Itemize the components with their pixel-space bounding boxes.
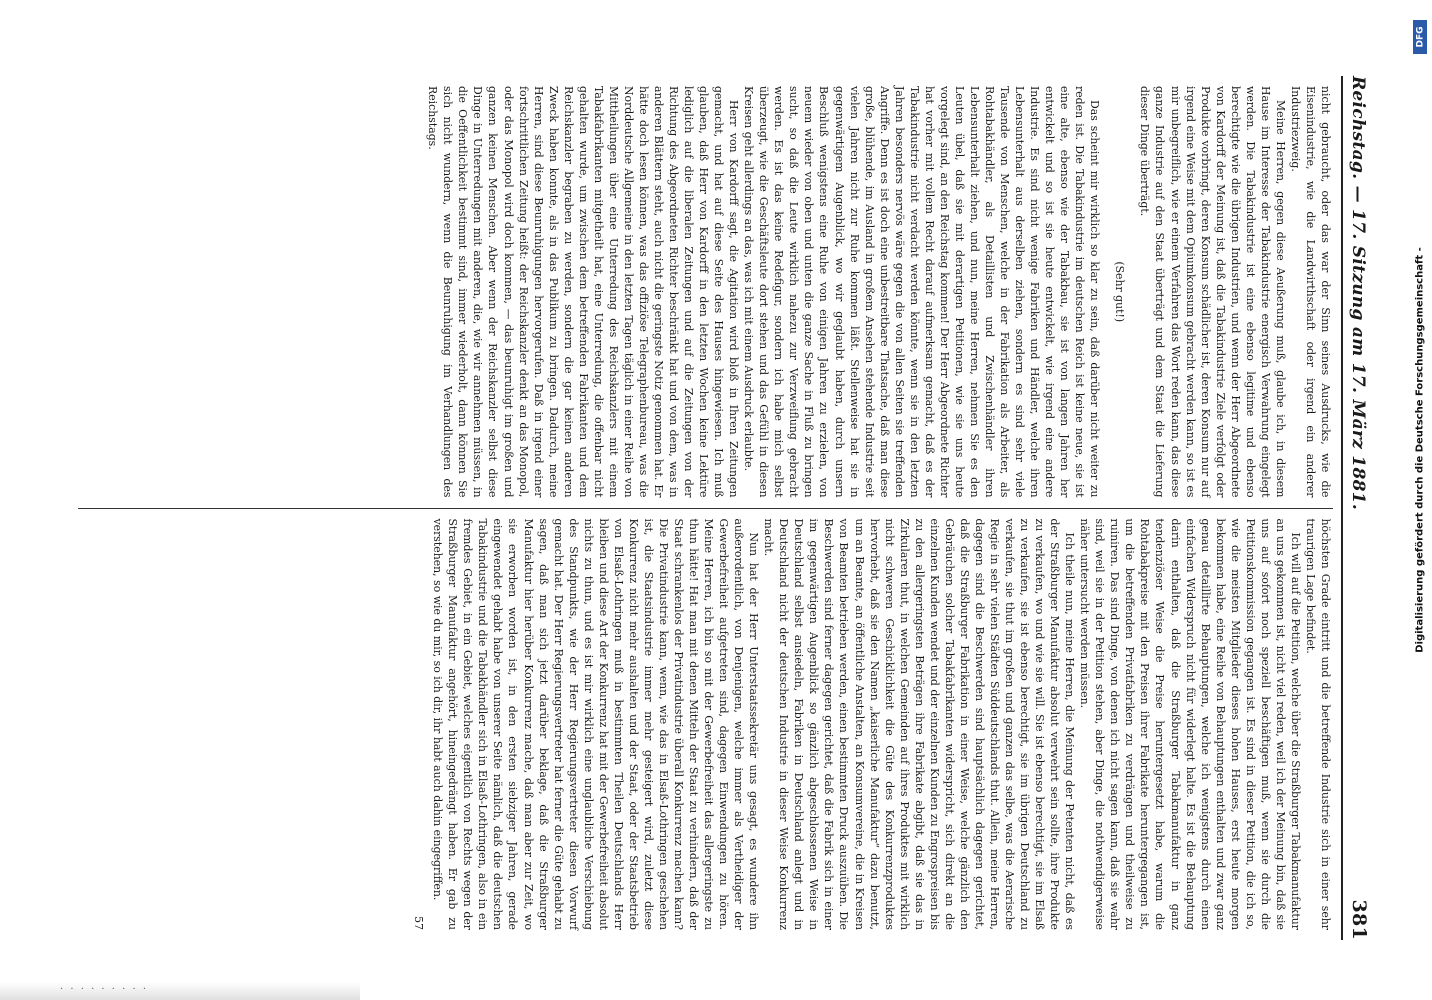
scan-artifact: [0, 982, 360, 1000]
artifact-text: · · · · · · · · ·: [60, 984, 149, 995]
attribution-strip: [1412, 20, 1428, 980]
paragraph: Nun hat der Herr Unterstaatssekretär uns gesagt, es wundere ihn außerordentlich, von Denjenigen, welche immer als Vertheidiger der Gewerbefreiheit aufgetreten sind, dagegen Einwendungen zu hören. Meine Herren, ich bin so mit der Gewerbefreiheit das allergeringste zu thun hätte! Hat man mit denen Mitteln der Staat zu verhindern, daß der Staat schrankenlos der Privatindustrie überall Konkurrenz machen kann? Die Privatindustrie kann, wenn, wie das in Elsaß-Lothringen geschehen ist, die Staatsindustrie immer mehr gesteigert wird, zuletzt diese Konkurrenz nicht mehr aushalten und der Staat, oder der Staatsbetrieb von Elsaß-Lothringen muß in bestimmten Theilen Deutschlands Herr bleiben und diese Art der Konkurrenz hat mit der Gewerbefreiheit absolut nichts zu thun, und es ist mir wirklich eine unglaubliche Verschiebung des Standpunkts, wie der Herr Regierungsvertreter diesen Vorwurf gemacht hat. Der Herr Regierungsvertreter hat ferner die Güte gehabt zu sagen, daß man sich jetzt darüber beklage, daß die Straßburger Manufaktur hier herüber Konkurrenz mache, daß man aber zur Zeit, wo sie erworben worden ist, in den ersten siebziger Jahren, gerade eingewendet gehabt habe von unserer Seite nämlich, daß die deutschen Tabakindustrie und die Tabakhändler sich in Elsaß-Lothringen, also in ein fremdes Gebiet, in ein Gebiet, welches eigentlich von Rechts wegen der Straßburger Manufaktur angehört, hineingedrängt haben. Er gab zu verstehen, so wie du mir, so ich dir, ihr habt auch dahin eingegriffen.: [431, 518, 761, 930]
signature-mark: 57: [412, 916, 426, 930]
paragraph: Ich theile nun, meine Herren, die Meinung der Petenten nicht, daß es der Straßburger Manufaktur absolut verwehrt sein sollte, ihre Produkte zu verkaufen, wo und wie sie will. Sie ist ebenso berechtigt, sie im Elsaß zu verkaufen, sie ist ebenso berechtigt, sie im übrigen Deutschland zu verkaufen, sie thut im großen und ganzen das selbe, was die Aerarische Regie in sehr vielen Städten Süddeutschlands thut. Allein, meine Herren, dagegen sind die Beschwerden sind hauptsächlich dagegen gerichtet, daß die Straßburger Fabrikation in einer Weise, welche gänzlich den Gebräuchen solcher Tabakfabrikanten widerspricht, sich direkt an die einzelnen Kunden wendet und der einzelnen Kunden zu Engrospreisen bis zu den allergeringsten Beträgen ihre Fabrikate abgibt, daß sie das in Zirkularen thut, in welchen Gemeinden auf ihres Produktes mit wirklich nicht schweren Geschicklichkeit die Güte des Konkurrenzproduktes hervorhebt, daß sie den Namen „kaiserliche Manufaktur“ dazu benutzt, um an Beamte, an öffentliche Anstalten, an Konsumvereine, die in Kreisen von Beamten betrieben werden, einen bestimmten Druck auszuüben. Die Beschwerden sind ferner dagegen gerichtet, daß die Fabrik sich in einer im gegenwärtigen Augenblick so gänzlich abgeschlossenen Weise in Deutschland selbst ansiedeln, Fabriken in Deutschland anlegt und in Deutschland nicht der deutschen Industrie in dieser Weise Konkurrenz macht.: [762, 518, 1077, 931]
page-running-title: Reichstag. — 17. Sitzung am 17. März 1881.: [1348, 76, 1368, 511]
paragraph: nicht gebraucht, oder das war der Sinn seines Ausdrucks, wie die Eisenindustrie, wie die Landwirthschaft oder irgend ein anderer Industriezweig.: [1288, 86, 1332, 498]
interjection: (Sehr gut!): [1113, 261, 1127, 323]
paragraph: Ich will auf die Petition, welche über die Straßburger Tabakmanufaktur an uns gekommen ist, nicht viel reden, weil ich der Meinung bin, daß sie uns auf sofort noch speziell beschäftigen muß, wenn sie durch die Petitionskommission gegangen ist. Es sind in dieser Petition, die ich so, wie die meisten Mitglieder dieses hohen Hauses, erst heute morgen bekommen habe, eine Reihe von Behauptungen enthalten und zwar ganz genau detaillirte Behauptungen, welche ich wenigstens durch einen einfachen Widerspruch nicht für widerlegt halte. Es ist die Behauptung darin enthalten, daß die Straßburger Tabakmanufaktur in ganz tendenziöser Weise die Preise heruntergesetzt habe, warum die Rohtabakpreise mit den Preisen ihrer Fabrikate heruntergegangen ist, um die betreffenden Privatfabriken zu verdrängen und theilweise zu ruiniren. Das sind Dinge, von denen ich nicht sagen kann, daß sie wahr sind, weil sie in der Petition stehen, aber Dinge, die nothwendigerweise näher untersucht werden müssen.: [1078, 518, 1302, 930]
text-column-right: [78, 508, 1333, 941]
paragraph: Herr von Kardorff sagt, die Agitation wird bloß in Ihren Zeitungen gemacht, und hat auf diese Seite des Hauses hingewiesen. Ich muß glauben, daß Herr von Kardorff in den letzten Wochen keine Lektüre lediglich auf die liberalen Zeitungen und auf die Zeitungen von der Richtung des Abgeordneten Richter beschränkt hat und von dem, was in anderen Blättern steht, auch nicht die geringste Notiz genommen hat. Er hätte doch lesen können, was das offiziöse Telegraphenbureau, was die Norddeutsche Allgemeine in den letzten Tagen täglich in einer Reihe von Mittheilungen über eine Unterredung des Reichskanzlers mit einem Tabakfabrikanten mitgetheilt hat, eine Unterredung, die offenbar nicht gehalten wurde, um zwischen dem betreffenden Fabrikanten und dem Reichskanzler begraben zu werden, sondern die gar keinen anderen Zweck haben konnte, als in das Publikum zu bringen. Dadurch, meine Herren, sind diese Beunruhigungen hervorgerufen. Daß in irgend einer fortschrittlichen Zeitung heißt: der Reichskanzler denkt an das Monopol, oder das Monopol wird doch kommen, — das beunruhigt im großen und ganzen keinen Menschen. Aber wenn der Reichskanzler selbst diese Dinge in Unterredungen mit anderen, die, wie wir annehmen müssen, in die Oeffentlichkeit bestimmt sind, immer wiederholt, dann können Sie sich nicht wundern, wenn die Beunruhigung im Verhandlungen des Reichstags.: [426, 86, 741, 498]
dfg-logo: DFG: [1413, 20, 1427, 54]
page-number: 381: [1348, 899, 1370, 940]
paragraph: Das scheint mir wirklich so klar zu sein, daß darüber nicht weiter zu reden ist. Die Tabakindustrie im deutschen Reich ist keine neue, sie ist eine alte, ebenso wie der Tabakbau, sie ist von langen Jahren her entwickelt und so ist sie heute entwickelt, wie irgend eine andere Industrie. Es sind nicht wenige Fabriken und Händler, welche ihren Lebensunterhalt aus derselben ziehen, sondern es sind sehr viele Tausende von Menschen, welche in der Fabrikation als Arbeiter, als Rohtabakhändler, als Detaillisten und Zwischenhändler ihren Lebensunterhalt ziehen, und nun, meine Herren, nehmen Sie es den Leuten übel, daß sie mit derartigen Petitionen, wie sie uns heute vorgelegt sind, an den Reichstag kommen! Der Herr Abgeordnete Richter hat vorher mit vollem Recht darauf aufmerksam gemacht, daß es der Tabakindustrie nicht verdacht werden könnte, wenn sie in den letzten Jahren besonders nervös wäre gegen die von allen Seiten sie treffenden Angriffe. Denn es ist doch eine unbestreitbare Thatsache, daß man diese große, blühende, im Ausland in großem Ansehen stehende Industrie seit vielen Jahren nicht zur Ruhe kommen läßt. Stellenweise hat sie in gegenwärtigem Augenblick, wo wir geglaubt haben, durch unsern Beschluß wenigstens eine Ruhe von einigen Jahren zu erzielen, von neuem wieder von oben und unten die ganze Sache in Fluß zu bringen sucht, so daß die Leute wirklich nahezu zur Verzweiflung gebracht werden. Es ist das keine Redefigur, sondern ich habe mich selbst überzeugt, wie die Geschäftsleute dort stehen und das Gefühl in diesen Kreisen geht allerdings an das, was ich mit einem Ausdruck erlaubte.: [742, 86, 1102, 498]
text-column-left: [78, 76, 1333, 508]
paragraph: Meine Herren, gegen diese Aeußerung muß, glaube ich, in diesem Hause im Interesse der Tabakindustrie energisch Verwahrung eingelegt werden. Die Tabakindustrie ist eine ebenso legitime und ebenso berechtigte wie die übrigen Industrien, und wenn der Herr Abgeordnete von Kardorff der Meinung ist, daß die Tabakindustrie Ziele verfolgt oder Produkte vorbringt, deren Konsum schädlicher ist, deren Konsum nur auf irgend eine Weise mit dem Opiumkonsum gebracht werden kann, so ist es mir unbegreiflich, wie er einem Verfahren das Wort reden kann, das diese ganze Industrie auf den Staat überträgt und dem Staat die Lieferung dieser Dinge überträgt.: [1138, 86, 1287, 498]
attribution-text: Digitalisierung gefördert durch die Deutsche Forschungsgemeinschaft -: [1414, 247, 1426, 653]
paragraph: höchsten Grade eintritt und die betreffende Industrie sich in einer sehr traurigen Lage befindet.: [1303, 518, 1332, 930]
scanned-page: [46, 30, 1386, 970]
page-header: [1341, 76, 1370, 940]
text-columns: [78, 76, 1333, 940]
